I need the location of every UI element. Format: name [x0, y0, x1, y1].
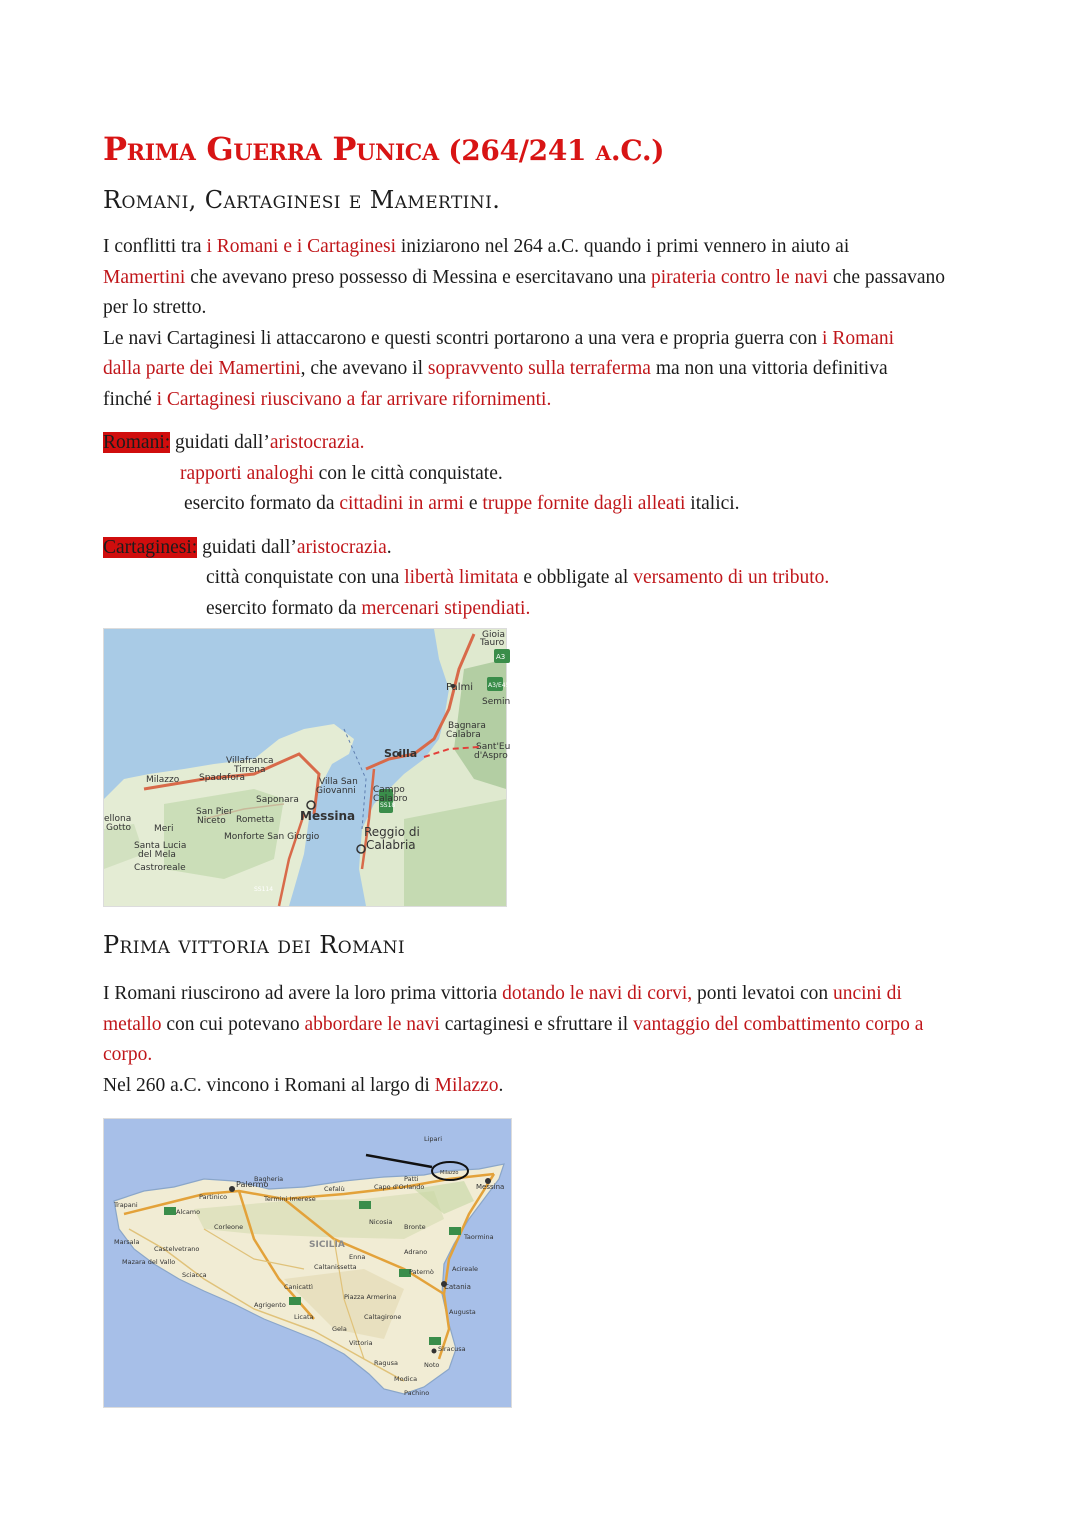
svg-text:Caltanissetta: Caltanissetta [314, 1263, 357, 1271]
svg-text:Bronte: Bronte [404, 1223, 426, 1231]
section2-paragraph1: I Romani riuscirono ad avere la loro prima vittoria dotando le navi di corvi, ponti levatoi con uncini di metallo con cui potevano abbordare le navi cartaginesi e sfruttare il vantaggio del combattimento corpo a corpo. Nel 260 a.C. vincono i Romani al largo di Milazzo. [103, 983, 924, 1096]
svg-text:Santa Lucia: Santa Lucia [134, 841, 187, 851]
svg-text:Milazzo: Milazzo [146, 775, 180, 785]
svg-text:Reggio di: Reggio di [364, 825, 420, 839]
svg-text:del Mela: del Mela [138, 850, 176, 860]
svg-text:Siracusa: Siracusa [438, 1345, 466, 1353]
svg-text:Agrigento: Agrigento [254, 1301, 286, 1309]
svg-text:Bagnara: Bagnara [448, 721, 486, 731]
svg-text:Castroreale: Castroreale [134, 863, 186, 873]
svg-text:Palermo: Palermo [236, 1180, 269, 1189]
section2-heading: Prima vittoria dei Romani [103, 931, 405, 959]
strait-of-messina-map [103, 628, 511, 907]
svg-text:Trapani: Trapani [114, 1201, 138, 1209]
cartaginesi-label: Cartaginesi: [103, 536, 198, 558]
svg-text:Gioia: Gioia [482, 630, 505, 640]
svg-text:Villafranca: Villafranca [226, 756, 274, 766]
svg-text:ellona: ellona [104, 814, 132, 824]
svg-text:Meri: Meri [154, 824, 174, 834]
strait-map-svg [104, 629, 511, 906]
svg-text:Vittoria: Vittoria [349, 1339, 373, 1347]
svg-text:Modica: Modica [394, 1375, 418, 1383]
svg-text:Campo: Campo [373, 785, 405, 795]
svg-text:Palmi: Palmi [446, 682, 474, 693]
svg-text:Mazara del Vallo: Mazara del Vallo [122, 1258, 176, 1266]
svg-text:Partinico: Partinico [199, 1193, 228, 1201]
romani-label: Romani: [103, 432, 171, 453]
svg-text:Niceto: Niceto [197, 816, 226, 826]
document-page [103, 130, 983, 1408]
svg-text:Licata: Licata [294, 1313, 314, 1321]
svg-text:Bagheria: Bagheria [254, 1175, 284, 1183]
svg-text:SS18: SS18 [380, 802, 396, 809]
svg-text:Alcamo: Alcamo [176, 1208, 201, 1216]
svg-text:Marsala: Marsala [114, 1238, 140, 1246]
svg-text:Castelvetrano: Castelvetrano [154, 1245, 200, 1253]
svg-text:Caltagirone: Caltagirone [364, 1313, 402, 1321]
svg-text:Calabro: Calabro [373, 794, 408, 804]
svg-text:A3/E45: A3/E45 [488, 682, 510, 689]
svg-text:Catania: Catania [444, 1283, 471, 1291]
svg-text:Ragusa: Ragusa [374, 1359, 398, 1367]
sicily-map-svg [104, 1119, 511, 1407]
svg-text:Lipari: Lipari [424, 1135, 443, 1143]
cartaginesi-list: Cartaginesi: guidati dall’aristocrazia. città conquistate con una libertà limitata e obbligate al versamento di un tributo. esercito formato da mercenari stipendiati. [103, 536, 830, 619]
svg-text:Gela: Gela [332, 1325, 347, 1333]
svg-text:Adrano: Adrano [404, 1248, 428, 1256]
svg-text:Rometta: Rometta [236, 815, 275, 825]
svg-text:Paternò: Paternò [409, 1268, 434, 1276]
svg-text:Augusta: Augusta [449, 1308, 476, 1316]
svg-text:Saponara: Saponara [256, 795, 299, 805]
svg-text:Corleone: Corleone [214, 1223, 244, 1231]
svg-text:Messina: Messina [476, 1183, 505, 1191]
svg-text:Canicattì: Canicattì [284, 1283, 313, 1291]
svg-text:Spadafora: Spadafora [199, 773, 246, 783]
section1-paragraph2: Le navi Cartaginesi li attaccarono e questi scontri portarono a una vera e propria guerra con i Romani dalla parte dei Mamertini, che avevano il sopravvento sulla terraferma ma non una vittoria definitiva finché i Cartaginesi riuscivano a far arrivare rifornimenti. [103, 327, 895, 410]
svg-text:Pachino: Pachino [404, 1389, 430, 1397]
svg-text:Tauro: Tauro [480, 638, 505, 648]
sicily-map [103, 1118, 512, 1408]
svg-text:Patti: Patti [404, 1175, 419, 1183]
svg-text:Calabra: Calabra [446, 730, 481, 740]
svg-text:Gotto: Gotto [106, 823, 132, 833]
svg-text:Acireale: Acireale [452, 1265, 479, 1273]
title-dates: (264/241 a.C.) [448, 134, 665, 167]
svg-text:Noto: Noto [424, 1361, 440, 1369]
svg-text:SICILIA: SICILIA [309, 1240, 345, 1250]
romani-list: Romani: guidati dall’aristocrazia. rapporti analoghi con le città conquistate. esercito formato da cittadini in armi e truppe fornite dagli alleati italici. [103, 432, 740, 514]
svg-text:Villa San: Villa San [319, 777, 358, 787]
svg-text:Capo d'Orlando: Capo d'Orlando [374, 1183, 425, 1191]
title-main: Prima Guerra Punica [103, 130, 439, 168]
svg-text:Scilla: Scilla [384, 747, 418, 760]
svg-text:Piazza Armerina: Piazza Armerina [344, 1293, 397, 1301]
svg-text:Messina: Messina [300, 809, 356, 823]
svg-text:San Pier: San Pier [196, 807, 233, 817]
svg-text:Enna: Enna [349, 1253, 366, 1261]
svg-text:Tirrena: Tirrena [234, 765, 266, 775]
svg-text:Monforte San Giorgio: Monforte San Giorgio [224, 832, 320, 842]
svg-text:Sciacca: Sciacca [182, 1271, 207, 1279]
section1-heading: Romani, Cartaginesi e Mamertini. [103, 186, 501, 214]
svg-text:Semin: Semin [482, 697, 511, 707]
svg-text:Taormina: Taormina [464, 1233, 494, 1241]
svg-text:Termini Imerese: Termini Imerese [264, 1195, 316, 1203]
section1-paragraph1: I conflitti tra i Romani e i Cartaginesi iniziarono nel 264 a.C. quando i primi vennero in aiuto ai Mamertini che avevano preso possesso di Messina e esercitavano una pirateria contro le navi che passavano per lo stretto. [103, 236, 946, 318]
page-title [103, 130, 983, 168]
svg-text:d'Aspro: d'Aspro [474, 751, 508, 761]
svg-text:Sant'Eu: Sant'Eu [476, 742, 511, 752]
svg-text:Milazzo: Milazzo [440, 1170, 459, 1176]
svg-text:A3: A3 [496, 653, 506, 661]
svg-text:SS114: SS114 [254, 886, 274, 893]
svg-text:Calabria: Calabria [366, 838, 416, 852]
svg-text:Giovanni: Giovanni [316, 786, 356, 796]
svg-text:Cefalù: Cefalù [324, 1185, 345, 1193]
svg-text:Nicosia: Nicosia [369, 1218, 393, 1226]
